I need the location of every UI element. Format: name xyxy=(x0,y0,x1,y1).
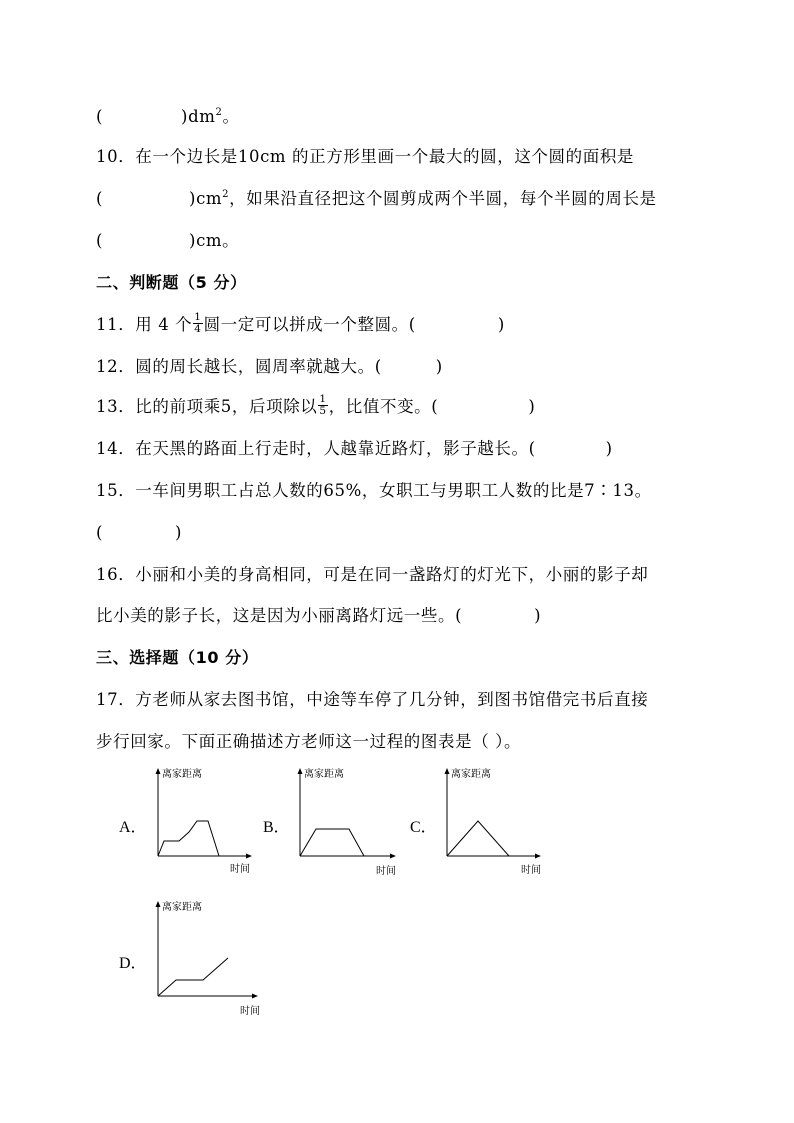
numerator: 1 xyxy=(319,393,327,405)
denominator: 5 xyxy=(319,405,327,417)
y-axis-label: 离家距离 xyxy=(162,902,202,913)
unit-cm: )cm xyxy=(189,189,223,208)
x-axis-label: 时间 xyxy=(230,864,250,875)
blank-close: ) xyxy=(605,439,613,458)
section-2-heading: 二、判断题（5 分） xyxy=(96,273,247,292)
question-13-text: 13．比的前项乘5，后项除以 xyxy=(96,397,318,416)
blank-open: ( xyxy=(96,523,104,542)
question-17-line-1: 17．方老师从家去图书馆，中途等车停了几分钟，到图书馆借完书后直接 xyxy=(96,690,649,709)
question-12 xyxy=(96,356,443,378)
question-16-line-1: 16．小丽和小美的身高相同，可是在同一盏路灯的灯光下，小丽的影子却 xyxy=(96,565,649,584)
option-d-label[interactable]: D． xyxy=(119,955,147,972)
question-15-line-2 xyxy=(96,522,182,544)
blank-close: ) xyxy=(528,397,536,416)
x-axis-arrow xyxy=(246,854,252,859)
y-axis-label: 离家距离 xyxy=(304,769,344,780)
section-3-heading: 三、选择题（10 分） xyxy=(96,648,259,667)
option-c-graph[interactable] xyxy=(439,764,551,879)
question-11-text-2: 圆一定可以拼成一个整圆。( xyxy=(203,315,416,334)
unit-dm: )dm xyxy=(181,107,216,126)
question-10-line-1: 10．在一个边长是10cm 的正方形里画一个最大的圆，这个圆的面积是 xyxy=(96,147,635,166)
blank-close: ) xyxy=(534,606,542,625)
option-b-label[interactable]: B． xyxy=(263,819,290,836)
y-axis-arrow xyxy=(298,768,303,774)
x-axis-label: 时间 xyxy=(521,865,541,876)
y-axis-label: 离家距离 xyxy=(451,769,491,780)
period: 。 xyxy=(222,107,240,126)
blank-open: ( xyxy=(96,107,104,126)
blank-open: ( xyxy=(96,231,104,250)
x-axis-arrow xyxy=(390,854,396,859)
x-axis-arrow xyxy=(252,994,258,999)
unit-cm: )cm。 xyxy=(189,231,240,250)
question-11-text: 11．用 4 个 xyxy=(96,315,193,334)
fraction-one-fifth xyxy=(318,394,327,417)
question-13-text-2: ，比值不变。( xyxy=(328,397,439,416)
blank-close: ) xyxy=(435,357,443,376)
blank-close: ) xyxy=(175,523,183,542)
question-10-line-2 xyxy=(96,188,657,210)
y-axis-arrow xyxy=(156,768,161,774)
option-d-line xyxy=(158,958,228,996)
question-16-line-2 xyxy=(96,605,541,627)
blank-close: ) xyxy=(497,315,505,334)
numerator: 1 xyxy=(194,311,202,323)
option-c-line xyxy=(447,821,509,856)
option-c-label[interactable]: C． xyxy=(410,819,437,836)
option-b-graph[interactable] xyxy=(292,764,404,879)
exponent: 2 xyxy=(215,107,223,118)
question-16-text: 比小美的影子长，这是因为小丽离路灯远一些。( xyxy=(96,606,463,625)
fraction-one-quarter xyxy=(193,312,202,335)
question-10-text: ，如果沿直径把这个圆剪成两个半圆，每个半圆的周长是 xyxy=(229,189,657,208)
question-12-text: 12．圆的周长越长，圆周率就越大。( xyxy=(96,357,382,376)
blank-open: ( xyxy=(96,189,104,208)
x-axis-label: 时间 xyxy=(376,866,396,877)
question-14-text: 14．在天黑的路面上行走时，人越靠近路灯，影子越长。( xyxy=(96,439,536,458)
y-axis-arrow xyxy=(445,768,450,774)
x-axis-label: 时间 xyxy=(240,1006,260,1017)
question-17-line-2: 步行回家。下面正确描述方老师这一过程的图表是（ ）。 xyxy=(96,732,522,751)
exponent: 2 xyxy=(222,189,230,200)
y-axis-arrow xyxy=(156,901,161,907)
question-14 xyxy=(96,438,613,460)
y-axis-label: 离家距离 xyxy=(162,769,202,780)
question-13 xyxy=(96,393,536,419)
option-a-label[interactable]: A． xyxy=(119,819,147,836)
x-axis-arrow xyxy=(535,854,541,859)
answer-blank-line xyxy=(96,106,240,128)
question-11 xyxy=(96,311,505,337)
denominator: 4 xyxy=(194,323,202,335)
option-b-line xyxy=(300,829,364,856)
option-a-line xyxy=(158,821,219,856)
question-15-line-1: 15．一车间男职工占总人数的65%，女职工与男职工人数的比是7∶13。 xyxy=(96,481,652,500)
question-10-line-3 xyxy=(96,230,239,252)
option-a-graph[interactable] xyxy=(150,764,260,879)
option-d-graph[interactable] xyxy=(150,897,270,1022)
